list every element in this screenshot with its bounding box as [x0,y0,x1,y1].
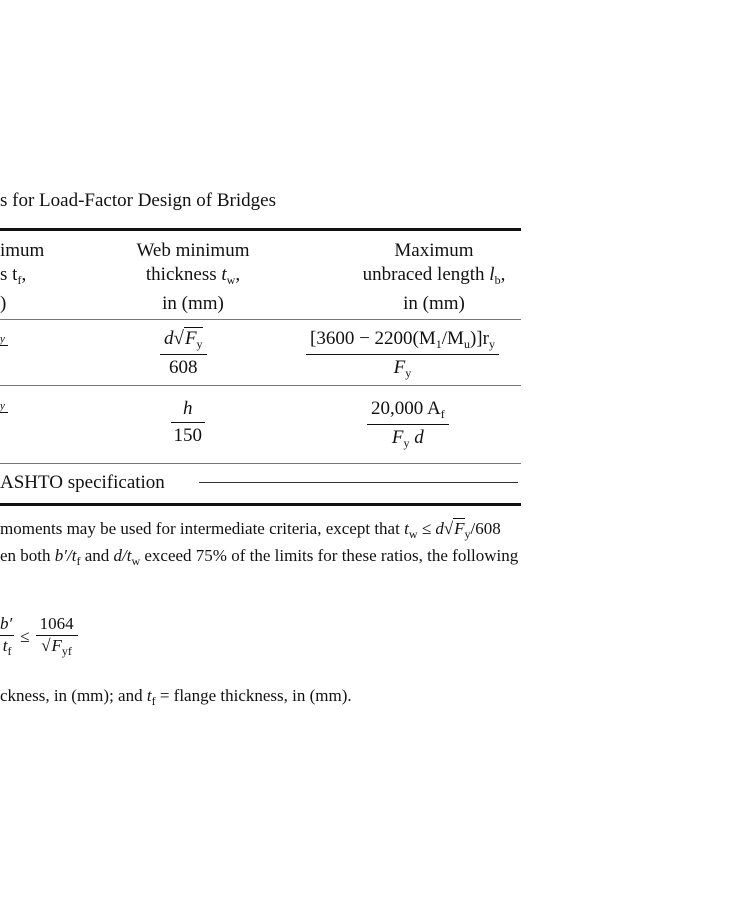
row1-unbraced-formula [306,328,499,381]
var: l [489,264,495,285]
text: [3600 − 2200(M [310,328,436,349]
row2-web-formula [171,398,205,447]
sub: b [494,273,501,287]
sub: y [405,366,412,380]
sub: u [463,337,470,351]
header-text: thickness $t_w$, [145,264,241,287]
var: F [454,519,465,538]
header-text: in (mm) [162,293,224,314]
var: b′/t [54,546,77,565]
text: ≤ d√ [417,519,454,538]
top-rule [0,228,521,231]
sub: y [403,436,410,450]
denominator [394,355,412,381]
table-title: s for Load-Factor Design of Bridges [0,190,276,211]
denominator: 150 [173,425,202,446]
header-sub: f [17,273,22,287]
var: d [164,328,174,349]
sub: f [76,554,81,568]
var: y [0,400,5,412]
header-web-min [93,239,293,316]
numerator [306,328,499,355]
text: )]r [469,328,489,349]
var: F [51,636,62,655]
note-line-2 [0,546,518,569]
header-flange-min [0,239,44,316]
row2-flange-stub [0,400,8,413]
denominator [392,425,424,451]
text: moments may be used for intermediate criteria, except that [0,519,405,538]
text: /M [441,328,464,349]
row-rule [0,463,521,464]
sub: y [488,337,495,351]
header-text: , [21,264,27,285]
sub: yf [61,644,72,658]
header-text: unbraced length $l_b$, [362,264,506,287]
note-line-1 [0,519,501,542]
leq: ≤ [20,626,30,646]
numerator: $d√F_y$ [160,328,207,355]
fraction: 1064 $√F_{yf}$ [36,614,78,659]
spec-value-dash [199,482,518,483]
numerator: 1064 [36,614,78,636]
sub: y [464,527,471,541]
header-text: Web minimum [136,240,250,261]
row1-web-formula [160,328,207,379]
var: h [183,398,193,419]
row-rule [0,385,521,386]
denominator: 608 [169,357,198,378]
text: en both [0,546,55,565]
text: and [80,546,114,565]
header-text: thickness [145,264,222,285]
bottom-rule [0,503,521,506]
header-text: unbraced length [362,264,490,285]
row2-unbraced-formula [367,398,449,451]
sub: y [196,337,203,351]
var: t [146,686,152,705]
text: exceed 75% of the limits for these ratios, the following [140,546,519,565]
spec-label: ASHTO specification [0,472,165,493]
var: t [221,264,227,285]
sub: w [226,273,236,287]
var: F [184,328,197,349]
sub: f [151,694,156,708]
var: t [404,519,409,538]
note-line-3 [0,686,352,709]
text: ckness, in (mm); and [0,686,147,705]
width-thickness-formula [0,614,78,659]
header-text: s t [0,264,18,285]
header-text [0,263,44,292]
header-rule [0,319,521,320]
var: b′ [0,614,13,633]
var: d [409,427,424,448]
text: 20,000 A [371,398,441,419]
sub: w [131,554,141,568]
sub: w [408,527,418,541]
text: /608 [470,519,501,538]
header-text: Maximum [394,240,474,261]
header-text: ) [0,293,7,314]
var: F [393,357,406,378]
header-text: in (mm) [403,293,465,314]
var: F [391,427,404,448]
var: t [2,636,8,655]
header-unbraced [320,239,548,316]
numerator [367,398,449,425]
fraction [0,614,14,659]
row1-flange-stub [0,333,8,346]
sub: f [440,407,445,421]
header-text: imum [0,240,45,261]
sub: 1 [435,337,442,351]
sub: f [7,644,12,658]
numerator [171,398,205,423]
var: d/t [113,546,132,565]
var: y [0,333,5,345]
text: = flange thickness, in (mm). [155,686,352,705]
